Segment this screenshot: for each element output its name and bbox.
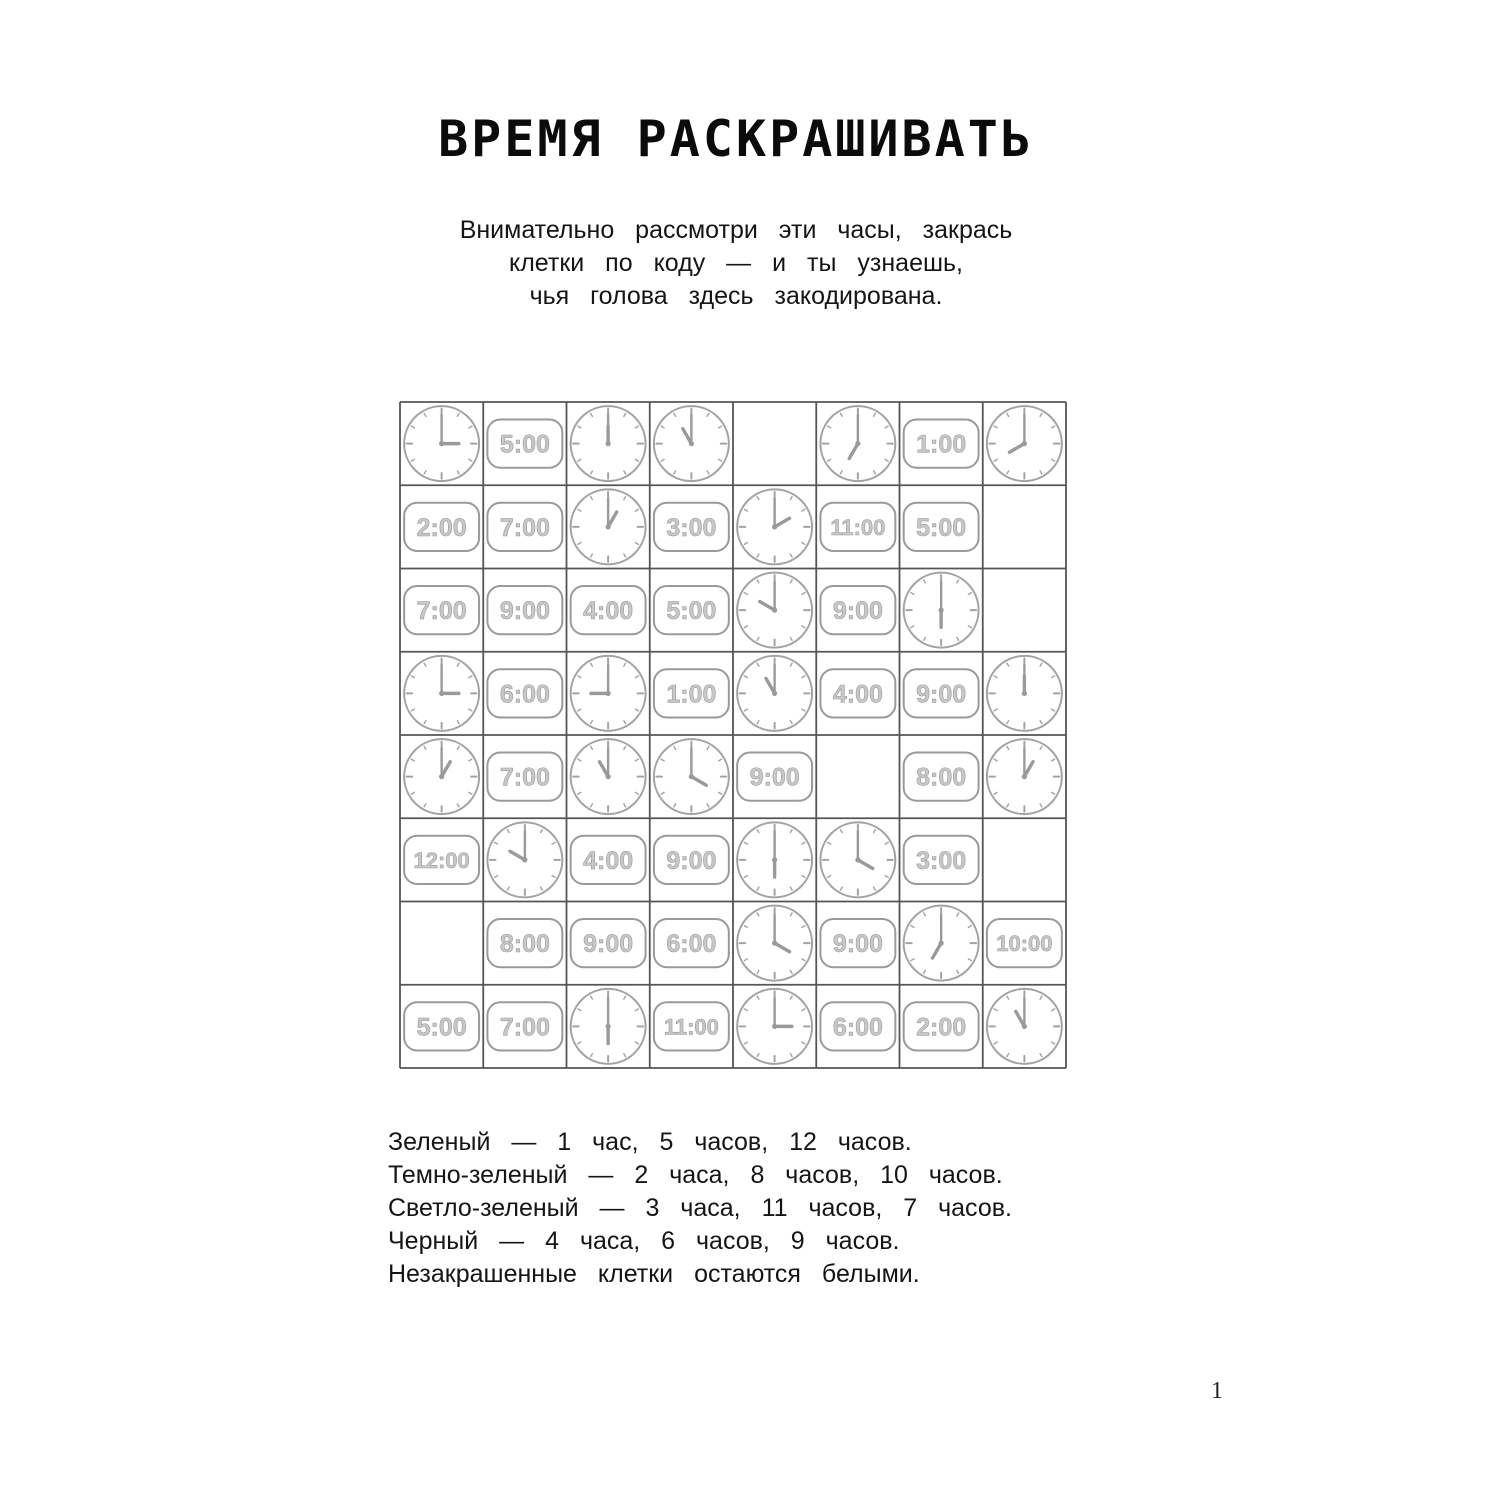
grid-cell-digital[interactable] [400, 985, 483, 1068]
grid-cell-digital[interactable] [900, 735, 983, 818]
digital-time-text: 6:00 [499, 680, 550, 709]
analog-clock-icon [487, 822, 562, 897]
grid-cell-empty[interactable] [983, 485, 1066, 568]
digital-time-text: 2:00 [416, 513, 467, 542]
grid-cell-digital[interactable] [650, 985, 733, 1068]
analog-clock-icon [737, 906, 812, 981]
digital-clock-icon [904, 419, 979, 467]
grid-cell-analog[interactable] [816, 818, 899, 901]
digital-clock-icon [487, 419, 562, 467]
analog-clock-icon [571, 489, 646, 564]
digital-clock-icon [987, 919, 1062, 967]
digital-clock-icon [487, 586, 562, 634]
grid-cell-analog[interactable] [733, 652, 816, 735]
digital-clock-icon [904, 1002, 979, 1050]
digital-clock-icon [820, 586, 895, 634]
legend-line-dark-green: Темно-зеленый — 2 часа, 8 часов, 10 часов. [388, 1161, 1003, 1189]
digital-clock-icon [404, 836, 479, 884]
digital-clock-icon [654, 919, 729, 967]
digital-time-text: 8:00 [916, 763, 967, 792]
digital-time-text: 5:00 [666, 597, 717, 626]
grid-cell-empty[interactable] [983, 818, 1066, 901]
grid-cell-analog[interactable] [400, 735, 483, 818]
analog-clock-icon [404, 656, 479, 731]
digital-clock-icon [487, 1002, 562, 1050]
page-title: ВРЕМЯ РАСКРАШИВАТЬ [438, 110, 1034, 168]
analog-clock-icon [737, 573, 812, 648]
digital-clock-icon [737, 752, 812, 800]
digital-clock-icon [404, 586, 479, 634]
grid-cell-digital[interactable] [983, 902, 1066, 985]
digital-clock-icon [904, 669, 979, 717]
digital-time-text: 4:00 [583, 846, 634, 875]
grid-cell-analog[interactable] [400, 652, 483, 735]
analog-clock-icon [737, 822, 812, 897]
grid-cell-digital[interactable] [900, 652, 983, 735]
legend-line-light-green: Светло-зеленый — 3 часа, 11 часов, 7 часов. [388, 1194, 1012, 1222]
digital-clock-icon [487, 919, 562, 967]
legend-line-black: Черный — 4 часа, 6 часов, 9 часов. [388, 1227, 900, 1255]
digital-time-text: 11:00 [830, 514, 886, 540]
grid-cell-analog[interactable] [567, 735, 650, 818]
digital-clock-icon [820, 669, 895, 717]
digital-clock-icon [820, 1002, 895, 1050]
grid-cell-digital[interactable] [816, 652, 899, 735]
digital-time-text: 3:00 [666, 513, 717, 542]
grid-cell-digital[interactable] [483, 402, 566, 485]
grid-cell-digital[interactable] [650, 569, 733, 652]
analog-clock-icon [987, 739, 1062, 814]
digital-time-text: 9:00 [583, 930, 634, 959]
grid-cell-digital[interactable] [483, 985, 566, 1068]
analog-clock-icon [820, 822, 895, 897]
digital-clock-icon [404, 1002, 479, 1050]
digital-time-text: 1:00 [666, 680, 717, 709]
digital-clock-icon [654, 503, 729, 551]
grid-cell-analog[interactable] [567, 652, 650, 735]
grid-cell-analog[interactable] [983, 985, 1066, 1068]
analog-clock-icon [654, 739, 729, 814]
digital-clock-icon [571, 919, 646, 967]
digital-clock-icon [487, 669, 562, 717]
analog-clock-icon [737, 656, 812, 731]
grid-cell-digital[interactable] [650, 902, 733, 985]
digital-time-text: 2:00 [916, 1013, 967, 1042]
analog-clock-icon [404, 739, 479, 814]
legend-line-white: Незакрашенные клетки остаются белыми. [388, 1260, 920, 1288]
grid-cell-analog[interactable] [900, 902, 983, 985]
grid-cell-digital[interactable] [567, 902, 650, 985]
grid-cell-digital[interactable] [900, 985, 983, 1068]
digital-clock-icon [904, 503, 979, 551]
digital-time-text: 1:00 [916, 430, 967, 459]
digital-time-text: 7:00 [499, 763, 550, 792]
grid-cell-analog[interactable] [983, 735, 1066, 818]
digital-time-text: 7:00 [499, 1013, 550, 1042]
grid-cell-analog[interactable] [733, 569, 816, 652]
grid-cell-analog[interactable] [567, 485, 650, 568]
grid-cell-analog[interactable] [816, 402, 899, 485]
digital-clock-icon [571, 836, 646, 884]
grid-cell-analog[interactable] [733, 818, 816, 901]
digital-clock-icon [904, 752, 979, 800]
analog-clock-icon [737, 989, 812, 1064]
digital-time-text: 4:00 [583, 597, 634, 626]
digital-clock-icon [654, 669, 729, 717]
grid-cell-digital[interactable] [483, 485, 566, 568]
instruction-line: Внимательно рассмотри эти часы, закрась [459, 216, 1013, 244]
digital-time-text: 9:00 [749, 763, 800, 792]
grid-cell-digital[interactable] [400, 569, 483, 652]
digital-time-text: 8:00 [499, 930, 550, 959]
grid-cell-digital[interactable] [650, 485, 733, 568]
grid-cell-empty[interactable] [733, 402, 816, 485]
analog-clock-icon [654, 406, 729, 481]
grid-cell-analog[interactable] [567, 985, 650, 1068]
grid-cell-digital[interactable] [650, 818, 733, 901]
grid-cell-analog[interactable] [900, 569, 983, 652]
analog-clock-icon [820, 406, 895, 481]
grid-cell-analog[interactable] [983, 402, 1066, 485]
grid-cell-digital[interactable] [733, 735, 816, 818]
analog-clock-icon [571, 406, 646, 481]
digital-clock-icon [487, 503, 562, 551]
analog-clock-icon [737, 489, 812, 564]
instruction-line: чья голова здесь закодирована. [529, 282, 943, 310]
digital-time-text: 9:00 [499, 597, 550, 626]
grid-cell-analog[interactable] [650, 735, 733, 818]
digital-time-text: 9:00 [832, 597, 883, 626]
grid-cell-analog[interactable] [983, 652, 1066, 735]
digital-clock-icon [654, 1002, 729, 1050]
grid-cell-empty[interactable] [983, 569, 1066, 652]
grid-cell-digital[interactable] [900, 485, 983, 568]
grid-cell-digital[interactable] [816, 485, 899, 568]
grid-cell-analog[interactable] [733, 485, 816, 568]
grid-cell-empty[interactable] [400, 902, 483, 985]
grid-cell-digital[interactable] [483, 735, 566, 818]
digital-time-text: 9:00 [916, 680, 967, 709]
grid-cell-digital[interactable] [567, 818, 650, 901]
analog-clock-icon [904, 573, 979, 648]
digital-time-text: 11:00 [663, 1014, 719, 1040]
grid-cell-digital[interactable] [816, 985, 899, 1068]
grid-cell-digital[interactable] [816, 569, 899, 652]
puzzle-grid [398, 400, 1068, 1070]
analog-clock-icon [904, 906, 979, 981]
instructions [0, 214, 1472, 313]
grid-cell-digital[interactable] [650, 652, 733, 735]
analog-clock-icon [987, 989, 1062, 1064]
digital-clock-icon [487, 752, 562, 800]
grid-cell-digital[interactable] [400, 818, 483, 901]
grid-cell-digital[interactable] [900, 402, 983, 485]
digital-time-text: 10:00 [996, 931, 1053, 957]
grid-cell-digital[interactable] [400, 485, 483, 568]
page-number: 1 [1211, 1378, 1223, 1404]
grid-cell-digital[interactable] [900, 818, 983, 901]
digital-time-text: 3:00 [916, 846, 967, 875]
grid-cell-digital[interactable] [567, 569, 650, 652]
instruction-line: клетки по коду — и ты узнаешь, [509, 249, 963, 277]
digital-time-text: 9:00 [832, 930, 883, 959]
digital-clock-icon [904, 836, 979, 884]
grid-cell-digital[interactable] [483, 902, 566, 985]
grid-cell-analog[interactable] [733, 902, 816, 985]
digital-time-text: 6:00 [666, 930, 717, 959]
digital-clock-icon [571, 586, 646, 634]
grid-cell-analog[interactable] [483, 818, 566, 901]
legend-line-green: Зеленый — 1 час, 5 часов, 12 часов. [388, 1128, 912, 1156]
analog-clock-icon [571, 739, 646, 814]
digital-clock-icon [820, 919, 895, 967]
grid-cell-digital[interactable] [816, 902, 899, 985]
grid-cell-analog[interactable] [650, 402, 733, 485]
grid-cell-analog[interactable] [400, 402, 483, 485]
digital-clock-icon [654, 586, 729, 634]
digital-clock-icon [404, 503, 479, 551]
digital-time-text: 7:00 [416, 597, 467, 626]
digital-time-text: 9:00 [666, 846, 717, 875]
digital-clock-icon [654, 836, 729, 884]
analog-clock-icon [571, 989, 646, 1064]
digital-time-text: 4:00 [832, 680, 883, 709]
puzzle-grid-svg [398, 400, 1068, 1070]
digital-time-text: 5:00 [416, 1013, 467, 1042]
grid-cell-empty[interactable] [816, 735, 899, 818]
analog-clock-icon [404, 406, 479, 481]
digital-time-text: 6:00 [832, 1013, 883, 1042]
digital-time-text: 5:00 [499, 430, 550, 459]
analog-clock-icon [987, 406, 1062, 481]
grid-cell-analog[interactable] [567, 402, 650, 485]
digital-time-text: 12:00 [413, 847, 470, 873]
digital-time-text: 5:00 [916, 513, 967, 542]
digital-time-text: 7:00 [499, 513, 550, 542]
analog-clock-icon [987, 656, 1062, 731]
digital-clock-icon [820, 503, 895, 551]
grid-cell-digital[interactable] [483, 569, 566, 652]
grid-cell-digital[interactable] [483, 652, 566, 735]
analog-clock-icon [571, 656, 646, 731]
color-legend [388, 1126, 1012, 1291]
grid-cell-analog[interactable] [733, 985, 816, 1068]
